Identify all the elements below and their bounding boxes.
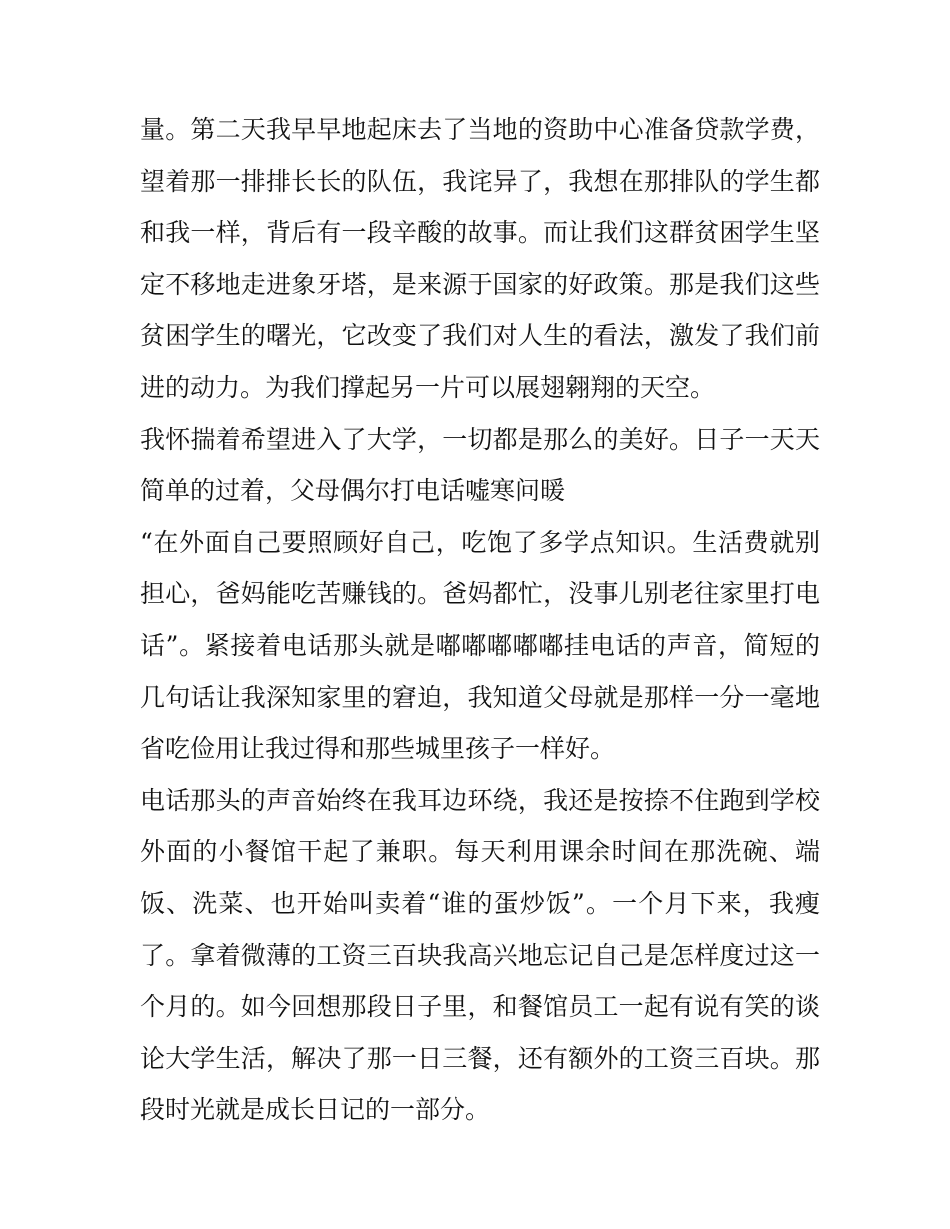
text-line: “在外面自己要照顾好自己，吃饱了多学点知识。生活费就别 (140, 527, 820, 557)
text-line: 了。拿着微薄的工资三百块我高兴地忘记自己是怎样度过这一 (140, 940, 820, 970)
text-line: 量。第二天我早早地起床去了当地的资助中心准备贷款学费， (140, 115, 820, 144)
text-line: 担心，爸妈能吃苦赚钱的。爸妈都忙，没事儿别老往家里打电 (140, 579, 820, 609)
text-line: 进的动力。为我们撑起另一片可以展翅翱翔的天空。 (140, 372, 716, 402)
text-line: 我怀揣着希望进入了大学，一切都是那么的美好。日子一天天 (140, 424, 820, 454)
paragraph (140, 104, 820, 414)
text-line: 个月的。如今回想那段日子里，和餐馆员工一起有说有笑的谈 (140, 992, 820, 1022)
document-body (140, 104, 820, 1136)
text-line: 贫困学生的曙光，它改变了我们对人生的看法，激发了我们前 (140, 321, 820, 351)
text-line: 望着那一排排长长的队伍，我诧异了，我想在那排队的学生都 (140, 166, 820, 196)
paragraph (140, 775, 820, 1136)
text-line: 话”。紧接着电话那头就是嘟嘟嘟嘟嘟挂电话的声音，简短的 (140, 630, 820, 660)
paragraph (140, 517, 820, 775)
paragraph (140, 414, 820, 517)
text-line: 电话那头的声音始终在我耳边环绕，我还是按捺不住跑到学校 (140, 785, 820, 815)
text-line: 段时光就是成长日记的一部分。 (140, 1095, 491, 1125)
text-line: 简单的过着，父母偶尔打电话嘘寒问暖 (140, 476, 566, 506)
text-line: 论大学生活，解决了那一日三餐，还有额外的工资三百块。那 (140, 1043, 820, 1073)
text-line: 定不移地走进象牙塔，是来源于国家的好政策。那是我们这些 (140, 269, 820, 299)
text-line: 饭、洗菜、也开始叫卖着“谁的蛋炒饭”。一个月下来，我瘦 (140, 888, 820, 918)
text-line: 和我一样，背后有一段辛酸的故事。而让我们这群贫困学生坚 (140, 218, 820, 248)
text-line: 外面的小餐馆干起了兼职。每天利用课余时间在那洗碗、端 (140, 837, 820, 867)
text-line: 省吃俭用让我过得和那些城里孩子一样好。 (140, 734, 616, 764)
text-line: 几句话让我深知家里的窘迫，我知道父母就是那样一分一毫地 (140, 682, 820, 712)
